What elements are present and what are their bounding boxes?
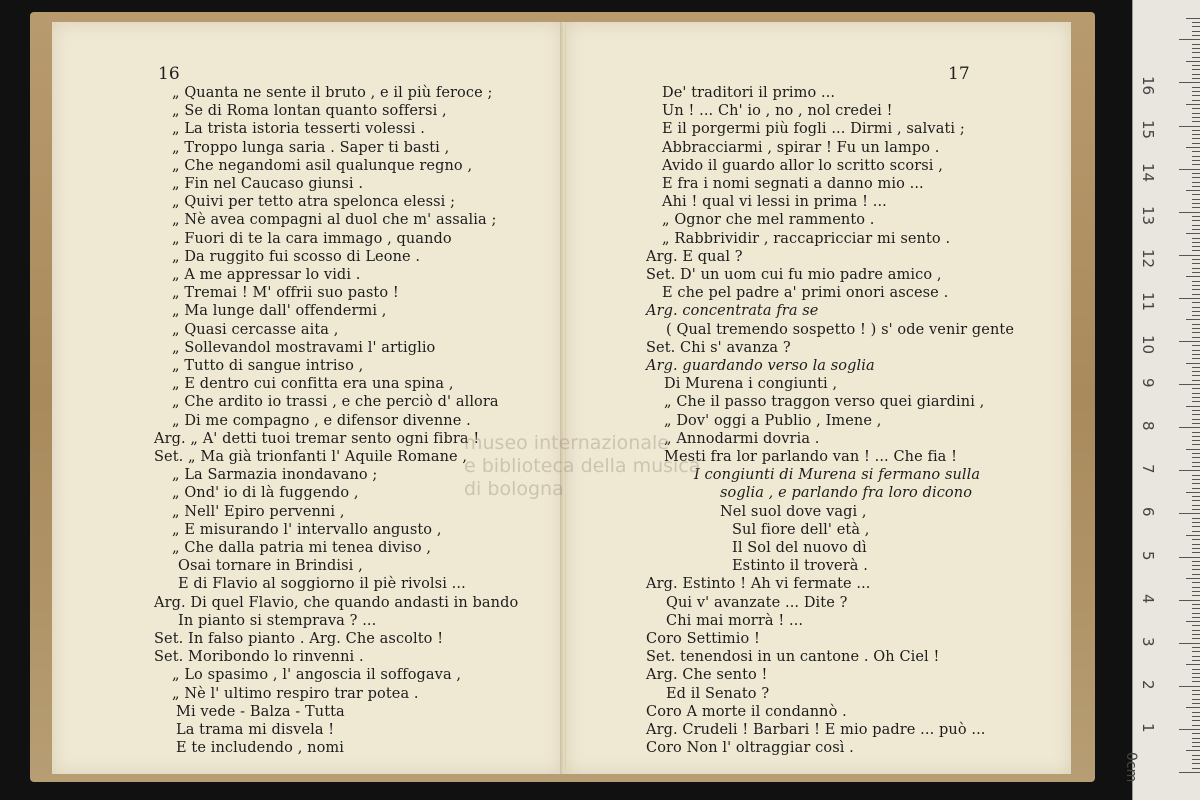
ruler-tick xyxy=(1192,371,1200,372)
ruler-number: 6 xyxy=(1139,507,1157,517)
ruler-tick xyxy=(1192,595,1200,596)
text-line: De' traditori il primo ... xyxy=(662,85,836,101)
text-line: Qui v' avanzate ... Dite ? xyxy=(666,594,848,611)
text-line: „ Ond' io di là fuggendo , xyxy=(172,485,359,502)
ruler-tick xyxy=(1179,600,1200,601)
ruler-tick xyxy=(1192,440,1200,441)
text-line: „ Che dalla patria mi tenea diviso , xyxy=(172,540,432,556)
ruler-tick xyxy=(1192,703,1200,704)
ruler-tick xyxy=(1192,630,1200,631)
text-line: Arg. concentrata fra se xyxy=(646,303,819,320)
ruler-tick xyxy=(1192,531,1200,532)
ruler-tick xyxy=(1192,225,1200,226)
ruler-tick xyxy=(1192,160,1200,161)
text-line: „ Se di Roma lontan quanto soffersi , xyxy=(172,103,447,120)
ruler-tick xyxy=(1192,328,1200,329)
text-line: Un ! ... Ch' io , no , nol credei ! xyxy=(662,103,893,120)
ruler-tick xyxy=(1192,712,1200,713)
ruler-tick xyxy=(1192,613,1200,614)
text-line: „ E dentro cui confitta era una spina , xyxy=(172,376,454,393)
watermark-line: e biblioteca della musica xyxy=(464,455,701,477)
ruler-tick xyxy=(1192,414,1200,415)
ruler-tick xyxy=(1192,134,1200,135)
ruler-tick xyxy=(1192,332,1200,333)
text-line: „ Quivi per tetto atra spelonca elessi ; xyxy=(172,194,456,211)
ruler-tick xyxy=(1192,582,1200,583)
ruler-tick xyxy=(1192,52,1200,53)
ruler-tick xyxy=(1192,272,1200,273)
ruler-tick xyxy=(1192,220,1200,221)
ruler-tick xyxy=(1192,164,1200,165)
text-line: „ E misurando l' intervallo angusto , xyxy=(172,521,442,538)
ruler-tick xyxy=(1192,345,1200,346)
ruler-tick xyxy=(1192,423,1200,424)
ruler-tick xyxy=(1192,419,1200,420)
ruler-tick xyxy=(1179,384,1200,385)
ruler-tick xyxy=(1192,716,1200,717)
ruler-tick xyxy=(1192,462,1200,463)
ruler-tick xyxy=(1192,48,1200,49)
ruler-tick xyxy=(1192,475,1200,476)
ruler-tick xyxy=(1192,539,1200,540)
ruler-unit-label: 0cm xyxy=(1123,752,1139,783)
ruler-tick xyxy=(1179,470,1200,471)
ruler-tick xyxy=(1192,656,1200,657)
ruler-tick xyxy=(1192,393,1200,394)
ruler-tick xyxy=(1192,561,1200,562)
text-line: „ Quanta ne sente il bruto , e il più feroce ; xyxy=(172,85,493,101)
text-line: Chi mai morrà ! ... xyxy=(666,612,804,629)
ruler-number: 12 xyxy=(1139,248,1157,268)
ruler-tick xyxy=(1192,307,1200,308)
ruler-tick xyxy=(1192,647,1200,648)
text-line: E di Flavio al soggiorno il piè rivolsi ... xyxy=(178,576,466,593)
ruler-number: 8 xyxy=(1139,421,1157,431)
ruler-tick xyxy=(1192,526,1200,527)
ruler-tick xyxy=(1192,26,1200,27)
text-line: Set. tenendosi in un cantone . Oh Ciel ! xyxy=(646,649,940,666)
ruler-tick xyxy=(1186,104,1200,105)
ruler-tick xyxy=(1192,509,1200,510)
ruler-tick xyxy=(1179,126,1200,127)
ruler-tick xyxy=(1192,733,1200,734)
ruler-tick xyxy=(1192,453,1200,454)
ruler-tick xyxy=(1192,44,1200,45)
ruler-tick xyxy=(1192,677,1200,678)
ruler-tick xyxy=(1186,535,1200,536)
text-line: „ Tremai ! M' offrii suo pasto ! xyxy=(172,285,399,302)
text-line: „ Ognor che mel rammento . xyxy=(662,212,875,229)
text-line: Arg. guardando verso la soglia xyxy=(646,358,875,374)
ruler-tick xyxy=(1192,238,1200,239)
ruler-tick xyxy=(1192,302,1200,303)
ruler-tick xyxy=(1186,406,1200,407)
ruler-tick xyxy=(1192,436,1200,437)
text-line: Arg. E qual ? xyxy=(646,248,743,265)
ruler-number: 14 xyxy=(1139,162,1157,182)
ruler-tick xyxy=(1192,587,1200,588)
ruler-tick xyxy=(1192,74,1200,75)
text-line: soglia , e parlando fra loro dicono xyxy=(720,485,973,502)
ruler-tick xyxy=(1186,750,1200,751)
text-line: „ Che il passo traggon verso quei giardini , xyxy=(664,394,985,411)
ruler-tick xyxy=(1192,130,1200,131)
ruler-tick xyxy=(1192,500,1200,501)
ruler-tick xyxy=(1192,522,1200,523)
text-line: Sul fiore dell' età , xyxy=(732,521,870,538)
ruler-number: 13 xyxy=(1139,205,1157,225)
ruler-tick xyxy=(1192,324,1200,325)
text-line: „ A me appressar lo vidi . xyxy=(172,267,361,283)
ruler-tick xyxy=(1192,216,1200,217)
ruler-tick xyxy=(1179,643,1200,644)
ruler-tick xyxy=(1192,380,1200,381)
ruler-tick xyxy=(1192,673,1200,674)
text-line: „ Lo spasimo , l' angoscia il soffogava , xyxy=(172,667,462,684)
ruler-tick xyxy=(1192,113,1200,114)
ruler-tick xyxy=(1192,410,1200,411)
ruler-tick xyxy=(1192,694,1200,695)
ruler-tick xyxy=(1186,578,1200,579)
ruler-tick xyxy=(1192,143,1200,144)
ruler-tick xyxy=(1192,669,1200,670)
ruler-tick xyxy=(1192,483,1200,484)
text-line: Di Murena i congiunti , xyxy=(664,376,838,393)
ruler-tick xyxy=(1192,725,1200,726)
text-line: „ Sollevandol mostravami l' artiglio xyxy=(172,339,436,356)
ruler-tick xyxy=(1192,268,1200,269)
ruler-tick xyxy=(1179,772,1200,773)
ruler-tick xyxy=(1192,285,1200,286)
ruler-tick xyxy=(1179,212,1200,213)
text-line: „ La Sarmazia inondavano ; xyxy=(172,467,378,484)
ruler-tick xyxy=(1192,375,1200,376)
ruler-tick xyxy=(1192,250,1200,251)
ruler-tick xyxy=(1192,466,1200,467)
ruler-tick xyxy=(1192,78,1200,79)
text-line: Set. In falso pianto . Arg. Che ascolto ! xyxy=(154,631,444,647)
ruler-tick xyxy=(1192,69,1200,70)
text-line: Avido il guardo allor lo scritto scorsi , xyxy=(662,157,943,174)
ruler-tick xyxy=(1192,505,1200,506)
ruler-number: 10 xyxy=(1139,335,1157,355)
ruler-tick xyxy=(1179,557,1200,558)
ruler-tick xyxy=(1192,203,1200,204)
text-line: „ Troppo lunga saria . Saper ti basti , xyxy=(172,139,450,156)
ruler-tick xyxy=(1192,488,1200,489)
ruler-tick xyxy=(1192,444,1200,445)
ruler-tick xyxy=(1192,315,1200,316)
text-line: Coro Non l' oltraggiar così . xyxy=(646,740,854,757)
ruler-tick xyxy=(1192,100,1200,101)
ruler-tick xyxy=(1192,634,1200,635)
ruler-tick xyxy=(1192,108,1200,109)
text-line: „ Dov' oggi a Publio , Imene , xyxy=(664,412,882,429)
ruler-tick xyxy=(1192,173,1200,174)
text-line: Osai tornare in Brindisi , xyxy=(178,558,363,575)
text-line: Arg. „ A' detti tuoi tremar sento ogni fibra ! xyxy=(154,430,480,447)
ruler-tick xyxy=(1192,699,1200,700)
ruler-tick xyxy=(1186,707,1200,708)
text-line: I congiunti di Murena si fermano sulla xyxy=(694,467,981,484)
ruler-tick xyxy=(1192,397,1200,398)
ruler-tick xyxy=(1192,388,1200,389)
ruler-tick xyxy=(1192,690,1200,691)
ruler-tick xyxy=(1192,591,1200,592)
ruler-tick xyxy=(1192,121,1200,122)
ruler-tick xyxy=(1192,565,1200,566)
ruler-tick xyxy=(1192,660,1200,661)
ruler-tick xyxy=(1192,229,1200,230)
ruler-tick xyxy=(1192,186,1200,187)
ruler-tick xyxy=(1186,190,1200,191)
ruler-tick xyxy=(1179,427,1200,428)
ruler-tick xyxy=(1192,311,1200,312)
ruler-tick xyxy=(1186,621,1200,622)
text-line: Nel suol dove vagi , xyxy=(720,503,867,520)
text-line: Estinto il troverà . xyxy=(732,558,868,575)
ruler-tick xyxy=(1192,91,1200,92)
ruler-tick xyxy=(1192,401,1200,402)
ruler-tick xyxy=(1186,276,1200,277)
ruler-tick xyxy=(1192,552,1200,553)
ruler-tick xyxy=(1179,255,1200,256)
ruler-tick xyxy=(1186,147,1200,148)
ruler-tick xyxy=(1192,608,1200,609)
ruler-tick xyxy=(1192,194,1200,195)
ruler-tick xyxy=(1179,298,1200,299)
ruler-tick xyxy=(1192,182,1200,183)
ruler-tick xyxy=(1192,759,1200,760)
ruler-tick xyxy=(1179,729,1200,730)
text-line: Mi vede - Balza - Tutta xyxy=(176,703,345,720)
text-line: „ Rabbrividir , raccapricciar mi sento . xyxy=(662,230,951,247)
ruler-tick xyxy=(1192,367,1200,368)
text-line: Ahi ! qual vi lessi in prima ! ... xyxy=(662,194,887,211)
text-line: Set. Moribondo lo rinvenni . xyxy=(154,649,364,666)
ruler-tick xyxy=(1186,664,1200,665)
text-line: Abbracciarmi , spirar ! Fu un lampo . xyxy=(662,139,940,156)
text-line: „ Che ardito io trassi , e che perciò d' allora xyxy=(172,394,499,411)
ruler-tick xyxy=(1192,263,1200,264)
ruler-tick xyxy=(1192,199,1200,200)
ruler-tick xyxy=(1192,544,1200,545)
ruler-number: 5 xyxy=(1139,550,1157,561)
ruler-tick xyxy=(1192,720,1200,721)
text-line: Mesti fra lor parlando van ! ... Che fia ! xyxy=(664,449,958,465)
watermark-line: museo internazionale xyxy=(464,432,669,454)
ruler-tick xyxy=(1192,151,1200,152)
ruler-tick xyxy=(1192,548,1200,549)
ruler-tick xyxy=(1192,763,1200,764)
ruler-tick xyxy=(1192,350,1200,351)
left-page xyxy=(52,22,562,774)
ruler-tick xyxy=(1192,518,1200,519)
ruler-tick xyxy=(1192,746,1200,747)
text-line: Set. D' un uom cui fu mio padre amico , xyxy=(646,267,942,283)
ruler-tick xyxy=(1186,61,1200,62)
ruler-tick xyxy=(1179,341,1200,342)
ruler-tick xyxy=(1192,755,1200,756)
text-line: Coro A morte il condannò . xyxy=(646,703,847,720)
ruler-tick xyxy=(1192,177,1200,178)
text-line: „ Che negandomi asil qualunque regno , xyxy=(172,157,473,174)
ruler-tick xyxy=(1192,65,1200,66)
ruler-number: 11 xyxy=(1139,291,1157,311)
ruler-tick xyxy=(1192,156,1200,157)
ruler-tick xyxy=(1179,169,1200,170)
ruler-tick xyxy=(1179,82,1200,83)
ruler-tick xyxy=(1192,625,1200,626)
ruler-tick xyxy=(1179,39,1200,40)
text-line: „ Nè l' ultimo respiro trar potea . xyxy=(172,685,419,702)
ruler-tick xyxy=(1192,246,1200,247)
ruler-tick xyxy=(1192,259,1200,260)
text-line: „ Fuori di te la cara immago , quando xyxy=(172,230,452,247)
ruler-number: 4 xyxy=(1139,593,1157,604)
text-line: „ Ma lunge dall' offendermi , xyxy=(172,303,387,320)
ruler-tick xyxy=(1192,31,1200,32)
text-line: Arg. Di quel Flavio, che quando andasti in bando xyxy=(154,594,519,611)
text-line: In pianto si stemprava ? ... xyxy=(178,612,377,629)
text-line: Set. Chi s' avanza ? xyxy=(646,339,791,356)
ruler-tick xyxy=(1192,638,1200,639)
text-line: La trama mi disvela ! xyxy=(176,722,335,738)
ruler-tick xyxy=(1192,281,1200,282)
ruler-tick xyxy=(1179,513,1200,514)
ruler-tick xyxy=(1192,294,1200,295)
text-line: „ Fin nel Caucaso giunsi . xyxy=(172,176,364,192)
ruler-tick xyxy=(1192,138,1200,139)
ruler-tick xyxy=(1192,617,1200,618)
ruler-number: 9 xyxy=(1139,378,1157,388)
ruler-tick xyxy=(1192,681,1200,682)
ruler-tick xyxy=(1186,363,1200,364)
text-line: „ Nell' Epiro pervenni , xyxy=(172,503,345,520)
ruler-tick xyxy=(1192,651,1200,652)
ruler-tick xyxy=(1192,479,1200,480)
text-line: E te includendo , nomi xyxy=(176,740,344,757)
ruler-tick xyxy=(1192,738,1200,739)
text-line: Arg. Che sento ! xyxy=(646,667,768,684)
ruler-tick xyxy=(1192,604,1200,605)
ruler-tick xyxy=(1186,492,1200,493)
text-line: „ Nè avea compagni al duol che m' assalia ; xyxy=(172,212,497,229)
text-line: Set. „ Ma già trionfanti l' Aquile Romane , xyxy=(154,449,468,465)
ruler-tick xyxy=(1192,207,1200,208)
ruler-tick xyxy=(1192,242,1200,243)
text-line: Arg. Estinto ! Ah vi fermate ... xyxy=(646,576,871,593)
text-line: Il Sol del nuovo dì xyxy=(732,540,867,556)
ruler-tick xyxy=(1192,742,1200,743)
text-line: „ Tutto di sangue intriso , xyxy=(172,358,364,374)
ruler-tick xyxy=(1192,289,1200,290)
ruler-tick xyxy=(1192,57,1200,58)
ruler-tick xyxy=(1192,496,1200,497)
ruler-tick xyxy=(1192,22,1200,23)
ruler-number: 2 xyxy=(1139,679,1157,690)
ruler-tick xyxy=(1192,117,1200,118)
ruler-tick xyxy=(1192,354,1200,355)
watermark-line: di bologna xyxy=(464,478,564,500)
text-line: E che pel padre a' primi onori ascese . xyxy=(662,285,949,302)
text-line: „ La trista istoria tesserti volessi . xyxy=(172,121,425,138)
ruler-tick xyxy=(1192,432,1200,433)
ruler-tick xyxy=(1192,569,1200,570)
ruler-tick xyxy=(1192,35,1200,36)
text-line: „ Di me compagno , e difensor divenne . xyxy=(172,412,471,429)
text-line: Coro Settimio ! xyxy=(646,631,760,647)
ruler-number: 15 xyxy=(1139,119,1157,139)
ruler-number: 7 xyxy=(1139,464,1157,474)
ruler-tick xyxy=(1192,95,1200,96)
text-line: Ed il Senato ? xyxy=(666,685,770,702)
measuring-ruler xyxy=(1123,0,1200,800)
ruler-number: 1 xyxy=(1139,722,1157,733)
ruler-tick xyxy=(1192,358,1200,359)
text-line: „ Annodarmi dovria . xyxy=(664,430,820,447)
text-line: „ Quasi cercasse aita , xyxy=(172,321,339,338)
ruler-tick xyxy=(1179,686,1200,687)
ruler-tick xyxy=(1186,449,1200,450)
text-line: „ Da ruggito fui scosso di Leone . xyxy=(172,248,421,265)
ruler-tick xyxy=(1186,319,1200,320)
text-line: ( Qual tremendo sospetto ! ) s' ode venir gente xyxy=(666,321,1015,338)
text-line: Arg. Crudeli ! Barbari ! E mio padre ... può ... xyxy=(646,722,986,738)
ruler-tick xyxy=(1192,457,1200,458)
ruler-number: 3 xyxy=(1139,636,1157,647)
text-line: E fra i nomi segnati a danno mio ... xyxy=(662,176,924,192)
ruler-tick xyxy=(1192,574,1200,575)
ruler-tick xyxy=(1192,337,1200,338)
ruler-tick xyxy=(1192,768,1200,769)
text-line: E il porgermi più fogli ... Dirmi , salvati ; xyxy=(662,121,965,138)
right-page xyxy=(566,22,1071,774)
page-number: 17 xyxy=(948,64,970,84)
ruler-number: 16 xyxy=(1139,76,1157,96)
ruler-tick xyxy=(1192,87,1200,88)
ruler-tick xyxy=(1186,233,1200,234)
page-number: 16 xyxy=(158,64,180,84)
ruler-tick xyxy=(1186,18,1200,19)
